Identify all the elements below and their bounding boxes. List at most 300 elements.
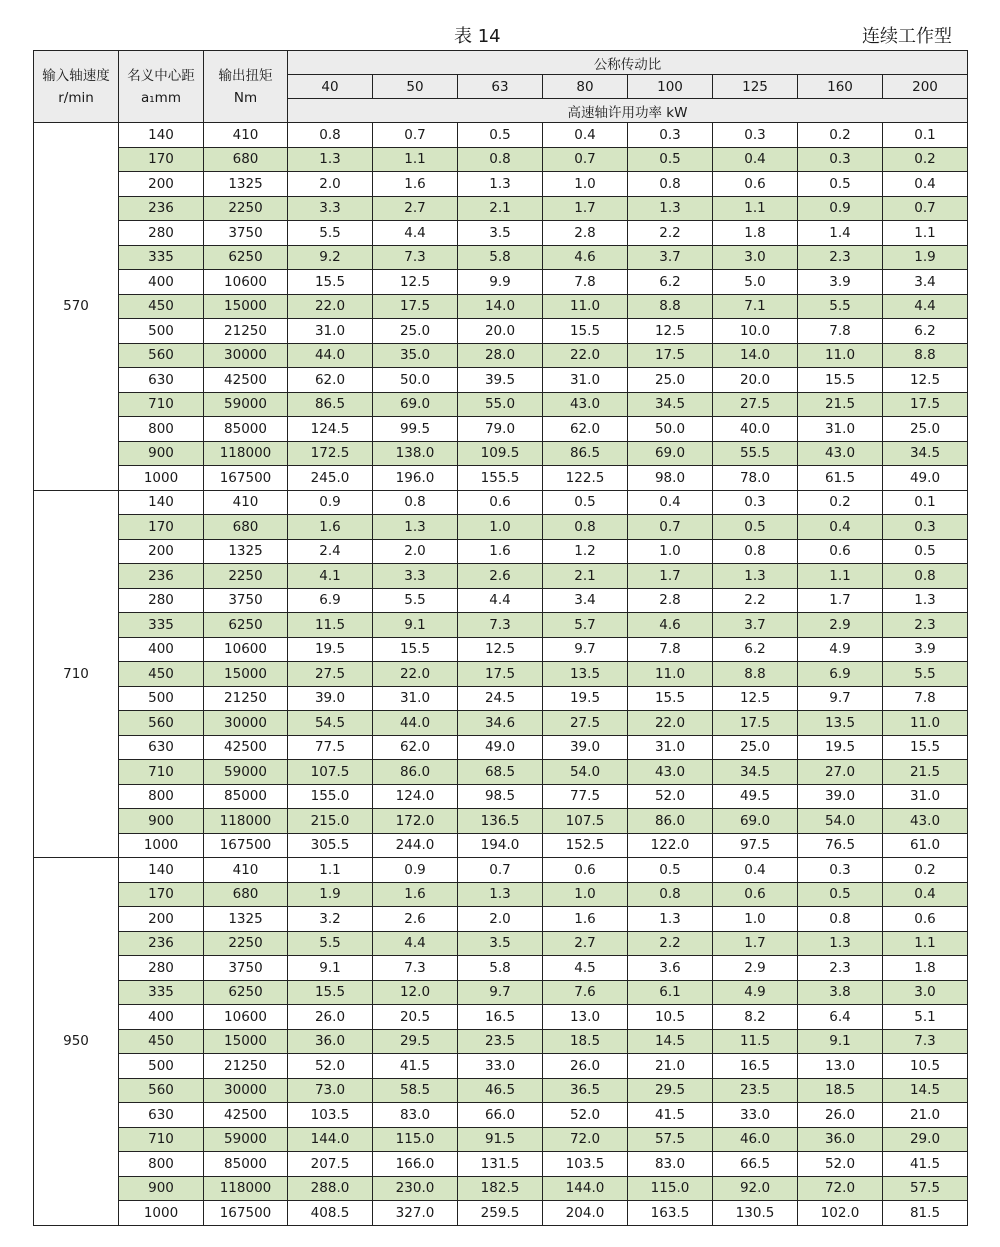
power-value-cell: 0.4 xyxy=(883,882,968,907)
power-value-cell: 1.3 xyxy=(373,515,458,540)
power-value-cell: 15.5 xyxy=(883,735,968,760)
torque-cell: 30000 xyxy=(204,1078,288,1103)
power-value-cell: 0.1 xyxy=(883,123,968,148)
power-value-cell: 115.0 xyxy=(628,1176,713,1201)
power-value-cell: 39.5 xyxy=(458,368,543,393)
table-row xyxy=(34,1054,968,1079)
power-value-cell: 0.8 xyxy=(883,564,968,589)
power-value-cell: 107.5 xyxy=(543,809,628,834)
torque-cell: 42500 xyxy=(204,368,288,393)
power-value-cell: 3.8 xyxy=(798,980,883,1005)
power-value-cell: 22.0 xyxy=(543,343,628,368)
power-value-cell: 1.0 xyxy=(543,882,628,907)
power-value-cell: 57.5 xyxy=(628,1127,713,1152)
torque-cell: 6250 xyxy=(204,980,288,1005)
power-value-cell: 77.5 xyxy=(543,784,628,809)
power-value-cell: 36.0 xyxy=(798,1127,883,1152)
power-value-cell: 230.0 xyxy=(373,1176,458,1201)
power-value-cell: 14.5 xyxy=(883,1078,968,1103)
power-value-cell: 0.7 xyxy=(883,196,968,221)
power-value-cell: 36.0 xyxy=(288,1029,373,1054)
power-value-cell: 131.5 xyxy=(458,1152,543,1177)
power-value-cell: 54.5 xyxy=(288,711,373,736)
torque-cell: 680 xyxy=(204,147,288,172)
header-ratio-160: 160 xyxy=(798,75,883,99)
power-value-cell: 1.3 xyxy=(713,564,798,589)
torque-cell: 118000 xyxy=(204,441,288,466)
power-value-cell: 19.5 xyxy=(288,637,373,662)
table-row xyxy=(34,1078,968,1103)
power-value-cell: 9.7 xyxy=(543,637,628,662)
power-value-cell: 0.5 xyxy=(628,147,713,172)
center-distance-cell: 400 xyxy=(119,1005,204,1030)
power-value-cell: 0.5 xyxy=(798,172,883,197)
torque-cell: 10600 xyxy=(204,270,288,295)
center-distance-cell: 710 xyxy=(119,1127,204,1152)
table-row xyxy=(34,196,968,221)
header-ratio-125: 125 xyxy=(713,75,798,99)
power-value-cell: 10.5 xyxy=(628,1005,713,1030)
power-value-cell: 0.6 xyxy=(713,172,798,197)
power-value-cell: 130.5 xyxy=(713,1201,798,1226)
torque-cell: 118000 xyxy=(204,809,288,834)
power-value-cell: 1.6 xyxy=(373,172,458,197)
power-value-cell: 2.1 xyxy=(458,196,543,221)
power-value-cell: 7.1 xyxy=(713,294,798,319)
power-value-cell: 55.0 xyxy=(458,392,543,417)
power-value-cell: 4.6 xyxy=(628,613,713,638)
table-row xyxy=(34,368,968,393)
power-value-cell: 259.5 xyxy=(458,1201,543,1226)
table-row xyxy=(34,858,968,883)
power-value-cell: 72.0 xyxy=(798,1176,883,1201)
power-value-cell: 41.5 xyxy=(373,1054,458,1079)
power-value-cell: 0.4 xyxy=(713,858,798,883)
power-value-cell: 3.4 xyxy=(883,270,968,295)
power-value-cell: 4.4 xyxy=(883,294,968,319)
center-distance-cell: 400 xyxy=(119,270,204,295)
table-row xyxy=(34,686,968,711)
power-value-cell: 2.7 xyxy=(543,931,628,956)
power-value-cell: 34.6 xyxy=(458,711,543,736)
power-value-cell: 1.1 xyxy=(883,221,968,246)
power-value-cell: 155.0 xyxy=(288,784,373,809)
center-distance-cell: 280 xyxy=(119,956,204,981)
power-value-cell: 13.5 xyxy=(543,662,628,687)
power-value-cell: 52.0 xyxy=(288,1054,373,1079)
header-ratio-63: 63 xyxy=(458,75,543,99)
power-value-cell: 6.2 xyxy=(628,270,713,295)
table-row xyxy=(34,417,968,442)
power-value-cell: 2.3 xyxy=(883,613,968,638)
power-value-cell: 172.5 xyxy=(288,441,373,466)
center-distance-cell: 900 xyxy=(119,1176,204,1201)
power-value-cell: 0.3 xyxy=(713,490,798,515)
table-row xyxy=(34,490,968,515)
power-value-cell: 2.7 xyxy=(373,196,458,221)
power-value-cell: 408.5 xyxy=(288,1201,373,1226)
power-value-cell: 1.7 xyxy=(543,196,628,221)
power-value-cell: 4.4 xyxy=(373,221,458,246)
power-value-cell: 39.0 xyxy=(288,686,373,711)
power-value-cell: 0.5 xyxy=(798,882,883,907)
power-value-cell: 66.0 xyxy=(458,1103,543,1128)
table-row xyxy=(34,539,968,564)
power-value-cell: 9.2 xyxy=(288,245,373,270)
power-value-cell: 0.8 xyxy=(628,172,713,197)
power-value-cell: 0.9 xyxy=(798,196,883,221)
power-value-cell: 5.5 xyxy=(798,294,883,319)
header-ratio-100: 100 xyxy=(628,75,713,99)
power-value-cell: 34.5 xyxy=(713,760,798,785)
table-row xyxy=(34,221,968,246)
power-value-cell: 83.0 xyxy=(628,1152,713,1177)
power-value-cell: 1.3 xyxy=(628,907,713,932)
table-row xyxy=(34,980,968,1005)
power-value-cell: 122.0 xyxy=(628,833,713,858)
power-value-cell: 152.5 xyxy=(543,833,628,858)
power-value-cell: 44.0 xyxy=(373,711,458,736)
power-value-cell: 1.6 xyxy=(543,907,628,932)
power-value-cell: 163.5 xyxy=(628,1201,713,1226)
power-value-cell: 0.9 xyxy=(288,490,373,515)
power-value-cell: 0.3 xyxy=(798,147,883,172)
center-distance-cell: 140 xyxy=(119,858,204,883)
power-value-cell: 0.8 xyxy=(713,539,798,564)
power-value-cell: 21.0 xyxy=(628,1054,713,1079)
power-value-cell: 24.5 xyxy=(458,686,543,711)
table-row xyxy=(34,147,968,172)
speed-cell: 950 xyxy=(34,858,119,1226)
power-value-cell: 0.2 xyxy=(883,147,968,172)
power-value-cell: 6.2 xyxy=(713,637,798,662)
power-value-cell: 17.5 xyxy=(458,662,543,687)
power-value-cell: 31.0 xyxy=(288,319,373,344)
power-value-cell: 18.5 xyxy=(543,1029,628,1054)
power-value-cell: 0.8 xyxy=(288,123,373,148)
power-value-cell: 25.0 xyxy=(628,368,713,393)
table-row xyxy=(34,809,968,834)
power-value-cell: 29.0 xyxy=(883,1127,968,1152)
power-value-cell: 2.9 xyxy=(713,956,798,981)
power-value-cell: 25.0 xyxy=(883,417,968,442)
power-value-cell: 61.0 xyxy=(883,833,968,858)
header-ratio-80: 80 xyxy=(543,75,628,99)
torque-cell: 3750 xyxy=(204,221,288,246)
power-value-cell: 21.5 xyxy=(883,760,968,785)
power-value-cell: 1.3 xyxy=(288,147,373,172)
torque-cell: 410 xyxy=(204,858,288,883)
power-value-cell: 21.5 xyxy=(798,392,883,417)
power-value-cell: 16.5 xyxy=(713,1054,798,1079)
torque-cell: 59000 xyxy=(204,760,288,785)
power-value-cell: 12.5 xyxy=(883,368,968,393)
power-value-cell: 43.0 xyxy=(883,809,968,834)
power-value-cell: 3.3 xyxy=(288,196,373,221)
power-value-cell: 12.5 xyxy=(458,637,543,662)
power-value-cell: 14.5 xyxy=(628,1029,713,1054)
header-output-torque: 输出扭矩 Nm xyxy=(204,51,288,123)
power-value-cell: 122.5 xyxy=(543,466,628,491)
power-value-cell: 1.0 xyxy=(628,539,713,564)
power-value-cell: 31.0 xyxy=(373,686,458,711)
table-row xyxy=(34,1176,968,1201)
power-value-cell: 54.0 xyxy=(543,760,628,785)
power-value-cell: 15.5 xyxy=(373,637,458,662)
center-distance-cell: 200 xyxy=(119,907,204,932)
center-distance-cell: 236 xyxy=(119,931,204,956)
power-value-cell: 27.5 xyxy=(543,711,628,736)
power-value-cell: 1.2 xyxy=(543,539,628,564)
center-distance-cell: 900 xyxy=(119,441,204,466)
power-value-cell: 0.7 xyxy=(543,147,628,172)
power-value-cell: 8.8 xyxy=(628,294,713,319)
power-value-cell: 1.1 xyxy=(373,147,458,172)
power-value-cell: 3.5 xyxy=(458,931,543,956)
power-value-cell: 1.1 xyxy=(883,931,968,956)
power-value-cell: 73.0 xyxy=(288,1078,373,1103)
page-header xyxy=(0,20,1000,48)
power-value-cell: 12.5 xyxy=(373,270,458,295)
power-value-cell: 15.5 xyxy=(628,686,713,711)
power-value-cell: 43.0 xyxy=(798,441,883,466)
power-value-cell: 0.4 xyxy=(543,123,628,148)
center-distance-cell: 280 xyxy=(119,221,204,246)
center-distance-cell: 1000 xyxy=(119,466,204,491)
speed-cell: 710 xyxy=(34,490,119,858)
power-value-cell: 7.3 xyxy=(373,245,458,270)
power-value-cell: 50.0 xyxy=(628,417,713,442)
power-value-cell: 0.8 xyxy=(798,907,883,932)
power-value-cell: 31.0 xyxy=(628,735,713,760)
power-value-cell: 0.6 xyxy=(798,539,883,564)
power-value-cell: 1.1 xyxy=(713,196,798,221)
power-value-cell: 6.4 xyxy=(798,1005,883,1030)
power-value-cell: 2.0 xyxy=(373,539,458,564)
power-value-cell: 1.3 xyxy=(883,588,968,613)
power-value-cell: 19.5 xyxy=(798,735,883,760)
power-value-cell: 98.5 xyxy=(458,784,543,809)
power-value-cell: 69.0 xyxy=(713,809,798,834)
power-value-cell: 0.6 xyxy=(458,490,543,515)
power-value-cell: 3.0 xyxy=(713,245,798,270)
power-value-cell: 57.5 xyxy=(883,1176,968,1201)
power-value-cell: 25.0 xyxy=(373,319,458,344)
power-value-cell: 4.5 xyxy=(543,956,628,981)
power-value-cell: 66.5 xyxy=(713,1152,798,1177)
power-value-cell: 2.0 xyxy=(458,907,543,932)
center-distance-cell: 560 xyxy=(119,711,204,736)
table-row xyxy=(34,637,968,662)
power-value-cell: 13.0 xyxy=(543,1005,628,1030)
power-value-cell: 10.0 xyxy=(713,319,798,344)
torque-cell: 410 xyxy=(204,123,288,148)
power-value-cell: 0.5 xyxy=(883,539,968,564)
power-value-cell: 102.0 xyxy=(798,1201,883,1226)
power-value-cell: 11.0 xyxy=(798,343,883,368)
power-value-cell: 204.0 xyxy=(543,1201,628,1226)
power-value-cell: 13.5 xyxy=(798,711,883,736)
power-value-cell: 11.0 xyxy=(543,294,628,319)
power-value-cell: 166.0 xyxy=(373,1152,458,1177)
table-body xyxy=(34,123,968,1226)
table-row xyxy=(34,735,968,760)
power-value-cell: 1.3 xyxy=(458,882,543,907)
power-value-cell: 3.2 xyxy=(288,907,373,932)
power-value-cell: 34.5 xyxy=(883,441,968,466)
table-row xyxy=(34,662,968,687)
power-value-cell: 1.6 xyxy=(288,515,373,540)
power-value-cell: 10.5 xyxy=(883,1054,968,1079)
center-distance-cell: 800 xyxy=(119,784,204,809)
power-value-cell: 77.5 xyxy=(288,735,373,760)
power-value-cell: 7.8 xyxy=(883,686,968,711)
power-value-cell: 22.0 xyxy=(373,662,458,687)
power-value-cell: 4.1 xyxy=(288,564,373,589)
power-value-cell: 2.1 xyxy=(543,564,628,589)
power-value-cell: 5.5 xyxy=(288,931,373,956)
torque-cell: 3750 xyxy=(204,956,288,981)
power-value-cell: 6.2 xyxy=(883,319,968,344)
power-value-cell: 14.0 xyxy=(458,294,543,319)
power-value-cell: 27.5 xyxy=(713,392,798,417)
power-value-cell: 25.0 xyxy=(713,735,798,760)
power-value-cell: 155.5 xyxy=(458,466,543,491)
torque-cell: 42500 xyxy=(204,735,288,760)
power-value-cell: 1.0 xyxy=(543,172,628,197)
power-value-cell: 2.6 xyxy=(373,907,458,932)
power-value-cell: 6.1 xyxy=(628,980,713,1005)
power-value-cell: 2.9 xyxy=(798,613,883,638)
center-distance-cell: 500 xyxy=(119,686,204,711)
center-distance-cell: 630 xyxy=(119,735,204,760)
torque-cell: 15000 xyxy=(204,662,288,687)
table-row xyxy=(34,270,968,295)
center-distance-cell: 170 xyxy=(119,515,204,540)
power-value-cell: 124.5 xyxy=(288,417,373,442)
center-distance-cell: 236 xyxy=(119,564,204,589)
power-value-cell: 41.5 xyxy=(628,1103,713,1128)
power-value-cell: 46.5 xyxy=(458,1078,543,1103)
power-value-cell: 17.5 xyxy=(713,711,798,736)
power-value-cell: 7.3 xyxy=(458,613,543,638)
power-value-cell: 2.8 xyxy=(543,221,628,246)
power-value-cell: 0.8 xyxy=(543,515,628,540)
table-row xyxy=(34,931,968,956)
power-value-cell: 5.1 xyxy=(883,1005,968,1030)
torque-cell: 3750 xyxy=(204,588,288,613)
center-distance-cell: 900 xyxy=(119,809,204,834)
power-value-cell: 43.0 xyxy=(543,392,628,417)
center-distance-cell: 140 xyxy=(119,123,204,148)
power-value-cell: 103.5 xyxy=(543,1152,628,1177)
power-value-cell: 103.5 xyxy=(288,1103,373,1128)
power-value-cell: 2.2 xyxy=(628,221,713,246)
power-value-cell: 2.8 xyxy=(628,588,713,613)
table-row xyxy=(34,123,968,148)
power-value-cell: 58.5 xyxy=(373,1078,458,1103)
power-value-cell: 49.0 xyxy=(883,466,968,491)
table-row xyxy=(34,294,968,319)
power-value-cell: 0.2 xyxy=(883,858,968,883)
torque-cell: 21250 xyxy=(204,1054,288,1079)
power-value-cell: 20.0 xyxy=(713,368,798,393)
power-value-cell: 2.2 xyxy=(713,588,798,613)
center-distance-cell: 560 xyxy=(119,1078,204,1103)
power-value-cell: 52.0 xyxy=(798,1152,883,1177)
table-header xyxy=(34,51,968,123)
power-value-cell: 2.4 xyxy=(288,539,373,564)
power-value-cell: 1.8 xyxy=(713,221,798,246)
power-value-cell: 1.0 xyxy=(458,515,543,540)
power-value-cell: 3.9 xyxy=(798,270,883,295)
power-value-cell: 305.5 xyxy=(288,833,373,858)
power-value-cell: 4.6 xyxy=(543,245,628,270)
power-value-cell: 78.0 xyxy=(713,466,798,491)
power-value-cell: 7.3 xyxy=(883,1029,968,1054)
power-value-cell: 2.3 xyxy=(798,245,883,270)
power-value-cell: 21.0 xyxy=(883,1103,968,1128)
power-value-cell: 22.0 xyxy=(288,294,373,319)
power-value-cell: 124.0 xyxy=(373,784,458,809)
power-value-cell: 49.5 xyxy=(713,784,798,809)
power-value-cell: 215.0 xyxy=(288,809,373,834)
table-row xyxy=(34,907,968,932)
power-value-cell: 4.9 xyxy=(713,980,798,1005)
power-value-cell: 0.2 xyxy=(798,123,883,148)
torque-cell: 42500 xyxy=(204,1103,288,1128)
torque-cell: 680 xyxy=(204,515,288,540)
power-value-cell: 0.3 xyxy=(798,858,883,883)
table-row xyxy=(34,1103,968,1128)
table-row xyxy=(34,319,968,344)
torque-cell: 167500 xyxy=(204,1201,288,1226)
power-value-cell: 0.6 xyxy=(883,907,968,932)
power-value-cell: 15.5 xyxy=(288,980,373,1005)
power-value-cell: 86.0 xyxy=(373,760,458,785)
power-value-cell: 31.0 xyxy=(883,784,968,809)
power-value-cell: 15.5 xyxy=(798,368,883,393)
power-value-cell: 52.0 xyxy=(628,784,713,809)
power-value-cell: 17.5 xyxy=(628,343,713,368)
power-value-cell: 1.1 xyxy=(288,858,373,883)
power-value-cell: 1.7 xyxy=(628,564,713,589)
power-value-cell: 12.5 xyxy=(628,319,713,344)
power-value-cell: 245.0 xyxy=(288,466,373,491)
power-value-cell: 9.7 xyxy=(798,686,883,711)
power-value-cell: 1.0 xyxy=(713,907,798,932)
power-value-cell: 98.0 xyxy=(628,466,713,491)
power-value-cell: 5.5 xyxy=(288,221,373,246)
power-value-cell: 79.0 xyxy=(458,417,543,442)
torque-cell: 1325 xyxy=(204,907,288,932)
power-value-cell: 18.5 xyxy=(798,1078,883,1103)
power-value-cell: 49.0 xyxy=(458,735,543,760)
table-row xyxy=(34,784,968,809)
power-value-cell: 2.0 xyxy=(288,172,373,197)
power-value-cell: 1.7 xyxy=(713,931,798,956)
power-value-cell: 6.9 xyxy=(798,662,883,687)
power-value-cell: 31.0 xyxy=(543,368,628,393)
power-value-cell: 3.9 xyxy=(883,637,968,662)
power-value-cell: 0.3 xyxy=(628,123,713,148)
power-value-cell: 196.0 xyxy=(373,466,458,491)
header-ratio-50: 50 xyxy=(373,75,458,99)
power-value-cell: 35.0 xyxy=(373,343,458,368)
power-value-cell: 76.5 xyxy=(798,833,883,858)
torque-cell: 10600 xyxy=(204,637,288,662)
torque-cell: 30000 xyxy=(204,711,288,736)
